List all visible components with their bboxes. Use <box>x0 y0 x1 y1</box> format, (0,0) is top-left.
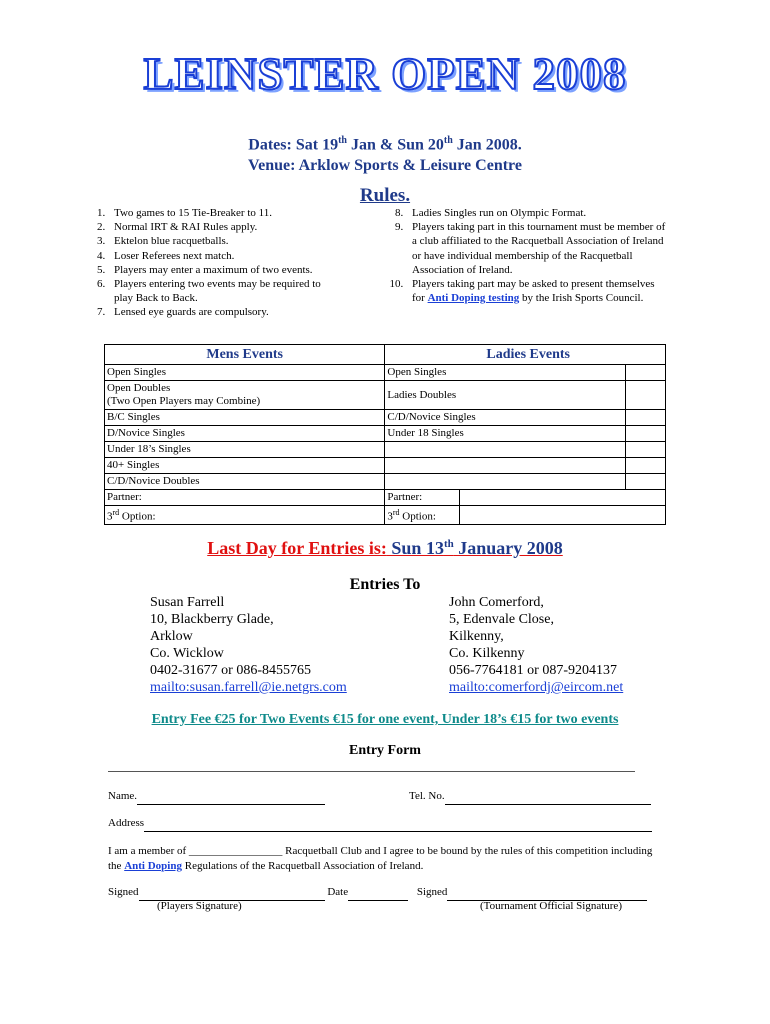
page-title: LEINSTER OPEN 2008 <box>143 49 627 99</box>
events-table <box>104 344 666 525</box>
tel-input[interactable] <box>445 789 651 805</box>
rule-item: 5. Players may enter a maximum of two events. <box>108 263 338 277</box>
checkbox-cell[interactable] <box>626 365 666 381</box>
signature-row: Signed Date Signed <box>108 885 647 901</box>
name-row: Name. <box>108 789 325 805</box>
third-option-ladies[interactable]: 3rd Option: <box>385 506 460 524</box>
rule-item: 1. Two games to 15 Tie-Breaker to 11. <box>108 206 338 220</box>
checkbox-cell[interactable] <box>626 458 666 474</box>
membership-statement: I am a member of _________________ Racquetball Club and I agree to be bound by the rules of this competition including the Anti Doping Regulations of the Racquetball Association of Ireland. <box>108 845 653 872</box>
last-day-entries: Last Day for Entries is: Sun 13th January 2008 <box>207 538 563 558</box>
rule-item: 8. Ladies Singles run on Olympic Format. <box>406 206 666 220</box>
event-d-novice-singles[interactable]: D/Novice Singles <box>105 426 385 442</box>
rules-list-right <box>388 206 666 305</box>
dates-line: Dates: Sat 19th Jan & Sun 20th Jan 2008. <box>248 135 522 154</box>
entry-form-heading: Entry Form <box>349 743 421 758</box>
name-input[interactable] <box>137 789 325 805</box>
rules-heading: Rules. <box>359 185 411 206</box>
checkbox-cell[interactable] <box>626 474 666 490</box>
anti-doping-link[interactable]: Anti Doping <box>124 860 182 872</box>
rule-item: 4. Loser Referees next match. <box>108 249 338 263</box>
rule-item: 3. Ektelon blue racquetballs. <box>108 234 338 248</box>
email-link[interactable]: mailto:comerfordj@eircom.net <box>449 680 624 695</box>
event-cd-novice-doubles[interactable]: C/D/Novice Doubles <box>105 474 385 490</box>
address-input[interactable] <box>144 816 652 832</box>
partner-input-ladies[interactable] <box>460 490 665 505</box>
tel-row: Tel. No. <box>409 789 651 805</box>
event-cd-novice-singles-ladies[interactable]: C/D/Novice Singles <box>385 410 626 426</box>
third-option-men[interactable]: 3rd Option: <box>105 506 385 525</box>
event-bc-singles[interactable]: B/C Singles <box>105 410 385 426</box>
venue-line: Venue: Arklow Sports & Leisure Centre <box>248 157 522 175</box>
rule-item: 6. Players entering two events may be required to play Back to Back. <box>108 277 338 305</box>
empty-cell <box>385 474 626 490</box>
checkbox-cell[interactable] <box>626 442 666 458</box>
date-input[interactable] <box>348 885 408 901</box>
event-info <box>0 130 770 176</box>
contact-right: John Comerford, 5, Edenvale Close, Kilkenny, Co. Kilkenny 056-7764181 or 087-9204137 mailto:comerfordj@eircom.net <box>449 595 624 695</box>
event-under18-men[interactable]: Under 18’s Singles <box>105 442 385 458</box>
players-signature-caption: (Players Signature) <box>157 900 242 912</box>
ladies-events-header: Ladies Events <box>385 345 666 365</box>
anti-doping-link[interactable]: Anti Doping testing <box>427 292 520 305</box>
event-open-singles-men[interactable]: Open Singles <box>105 365 385 381</box>
event-40-plus[interactable]: 40+ Singles <box>105 458 385 474</box>
entry-fee: Entry Fee €25 for Two Events €15 for one event, Under 18’s €15 for two events <box>151 712 619 727</box>
checkbox-cell[interactable] <box>626 381 666 410</box>
event-open-singles-ladies[interactable]: Open Singles <box>385 365 626 381</box>
partner-field-men[interactable]: Partner: <box>105 490 385 506</box>
event-ladies-doubles[interactable]: Ladies Doubles <box>385 381 626 410</box>
rule-item: 7. Lensed eye guards are compulsory. <box>108 305 338 319</box>
checkbox-cell[interactable] <box>626 410 666 426</box>
event-under18-ladies[interactable]: Under 18 Singles <box>385 426 626 442</box>
official-signature-caption: (Tournament Official Signature) <box>480 900 622 912</box>
mens-events-header: Mens Events <box>105 345 385 365</box>
checkbox-cell[interactable] <box>626 426 666 442</box>
empty-cell <box>385 442 626 458</box>
email-link[interactable]: mailto:susan.farrell@ie.netgrs.com <box>150 680 347 695</box>
rule-item: 2. Normal IRT & RAI Rules apply. <box>108 220 338 234</box>
entries-to-heading: Entries To <box>349 576 421 593</box>
rule-item: 10. Players taking part may be asked to present themselves for Anti Doping testing by the Irish Sports Council. <box>406 277 666 305</box>
separator-line <box>108 771 635 772</box>
address-row: Address <box>108 816 652 832</box>
contact-left: Susan Farrell 10, Blackberry Glade, Arklow Co. Wicklow 0402-31677 or 086-8455765 mailto:susan.farrell@ie.netgrs.com <box>150 595 347 695</box>
rule-item: 9. Players taking part in this tournament must be member of a club affiliated to the Racquetball Association of Ireland or have individual membership of the Racquetball Association of Ireland. <box>406 220 666 277</box>
third-option-input-ladies[interactable] <box>460 506 665 524</box>
partner-field-ladies[interactable]: Partner: <box>385 490 460 505</box>
empty-cell <box>385 458 626 474</box>
event-open-doubles-men[interactable]: Open Doubles (Two Open Players may Combine) <box>105 381 385 410</box>
rules-list-left <box>90 206 338 320</box>
